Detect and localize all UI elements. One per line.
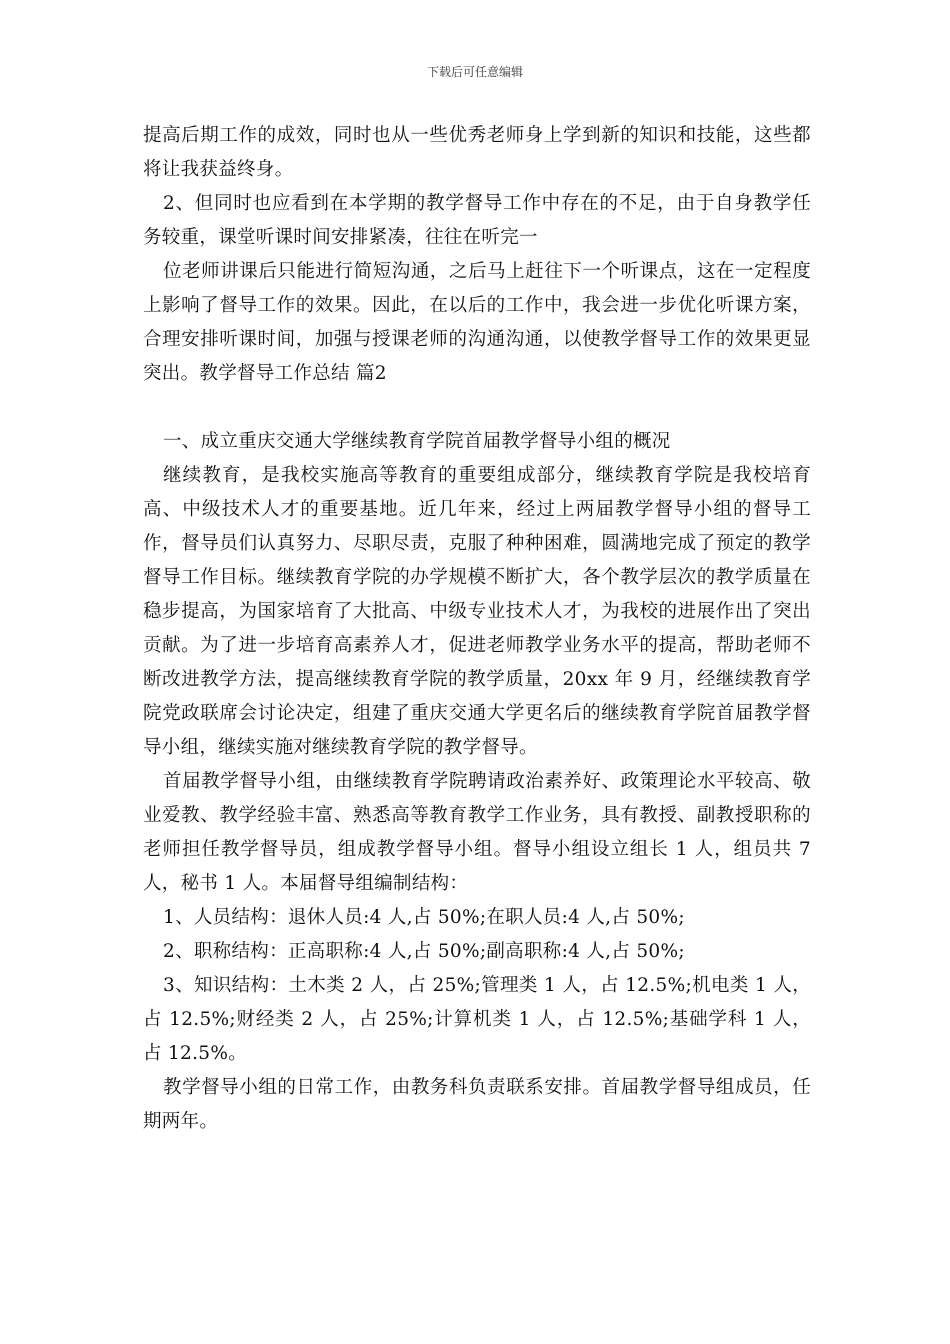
page-header-note: 下载后可任意编辑 <box>426 65 523 79</box>
structure-item-knowledge: 3、知识结构：土木类 2 人，占 25%;管理类 1 人，占 12.5%;机电类 1 人，占 12.5%;财经类 2 人，占 25%;计算机类 1 人，占 12.5%;基础学科 1 人，占 12.5%。 <box>143 975 811 1064</box>
paragraph-3: 位老师讲课后只能进行简短沟通，之后马上赶往下一个听课点，这在一定程度上影响了督导工作的效果。因此，在以后的工作中，我会进一步优化听课方案，合理安排听课时间，加强与授课老师的沟通沟通，以使教学督导工作的效果更显突出。教学督导工作总结 篇2 <box>143 261 811 384</box>
paragraph-9: 教学督导小组的日常工作，由教务科负责联系安排。首届教学督导组成员，任期两年。 <box>143 1077 811 1132</box>
structure-item-personnel: 1、人员结构：退休人员:4 人,占 50%;在职人员:4 人,占 50%; <box>163 907 685 928</box>
paragraph-2: 2、但同时也应看到在本学期的教学督导工作中存在的不足，由于自身教学任务较重，课堂听课时间安排紧凑，往往在听完一 <box>143 193 811 248</box>
paragraph-1: 提高后期工作的成效，同时也从一些优秀老师身上学到新的知识和技能，这些都将让我获益终身。 <box>143 125 811 180</box>
paragraph-gap <box>143 391 811 425</box>
structure-item-title: 2、职称结构：正高职称:4 人,占 50%;副高职称:4 人,占 50%; <box>163 941 685 962</box>
paragraph-5: 首届教学督导小组，由继续教育学院聘请政治素养好、政策理论水平较高、敬业爱教、教学经验丰富、熟悉高等教育教学工作业务，具有教授、副教授职称的老师担任教学督导员，组成教学督导小组。督导小组设立组长 1 人，组员共 7 人，秘书 1 人。本届督导组编制结构： <box>143 771 811 894</box>
document-body <box>143 119 811 1139</box>
paragraph-4: 继续教育，是我校实施高等教育的重要组成部分，继续教育学院是我校培育高、中级技术人才的重要基地。近几年来，经过上两届教学督导小组的督导工作，督导员们认真努力、尽职尽责，克服了种种困难，圆满地完成了预定的教学督导工作目标。继续教育学院的办学规模不断扩大，各个教学层次的教学质量在稳步提高，为国家培育了大批高、中级专业技术人才，为我校的进展作出了突出贡献。为了进一步培育高素养人才，促进老师教学业务水平的提高，帮助老师不断改进教学方法，提高继续教育学院的教学质量，20xx 年 9 月，经继续教育学院党政联席会讨论决定，组建了重庆交通大学更名后的继续教育学院首届教学督导小组，继续实施对继续教育学院的教学督导。 <box>143 465 811 758</box>
section-heading: 一、成立重庆交通大学继续教育学院首届教学督导小组的概况 <box>163 431 671 452</box>
